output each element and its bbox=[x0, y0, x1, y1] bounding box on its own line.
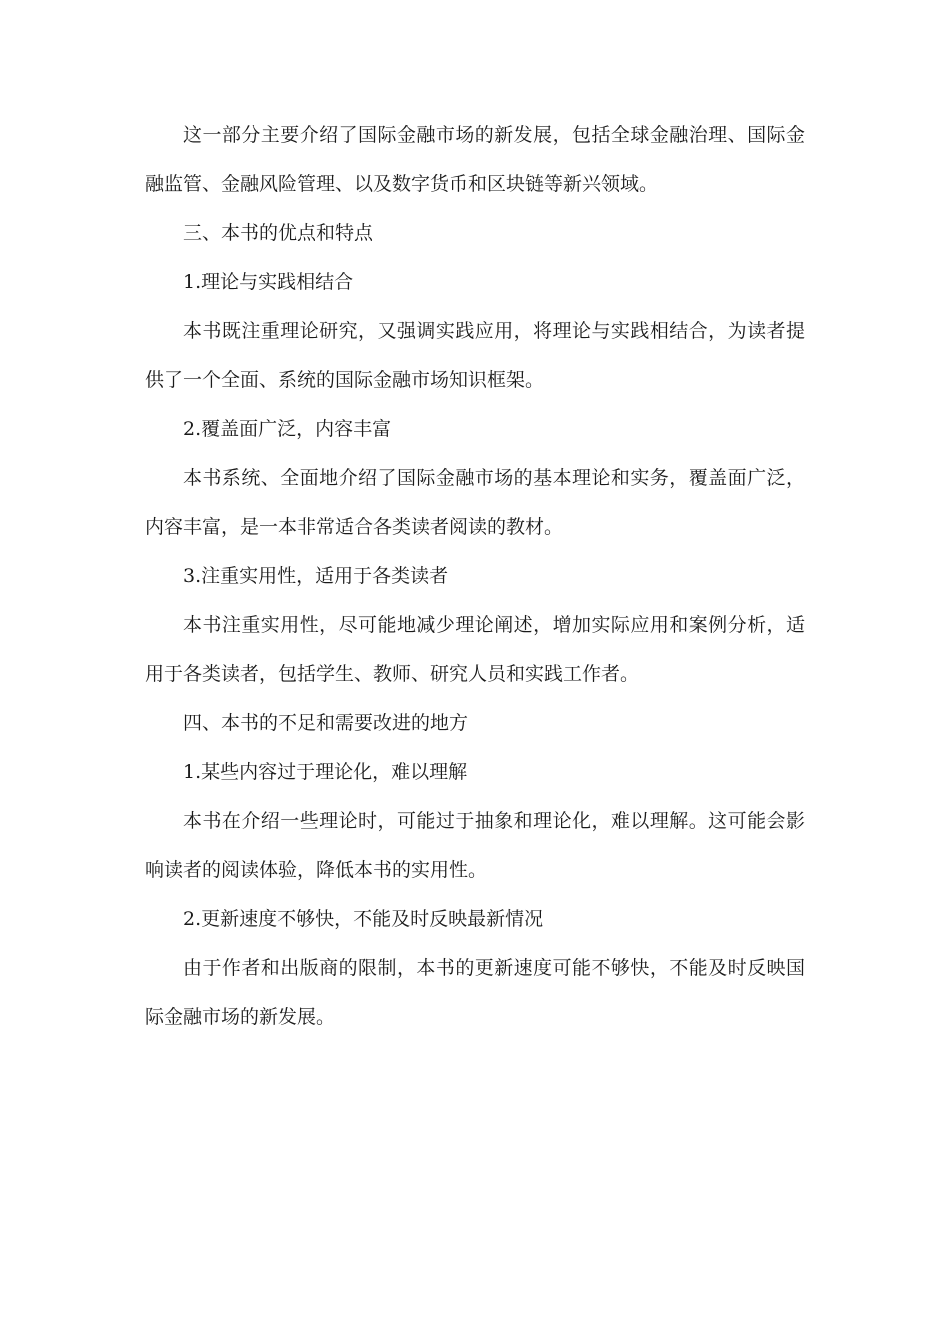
paragraph-too-theoretical: 本书在介绍一些理论时，可能过于抽象和理论化，难以理解。这可能会影响读者的阅读体验，降低本书的实用性。 bbox=[145, 810, 805, 881]
section-heading-weaknesses: 四、本书的不足和需要改进的地方 bbox=[183, 712, 469, 734]
document-body bbox=[145, 111, 805, 1042]
subheading-slow-updates: 2.更新速度不够快，不能及时反映最新情况 bbox=[183, 908, 544, 930]
subheading-too-theoretical: 1.某些内容过于理论化，难以理解 bbox=[183, 761, 468, 783]
paragraph-slow-updates: 由于作者和出版商的限制，本书的更新速度可能不够快，不能及时反映国际金融市场的新发展。 bbox=[145, 957, 805, 1028]
section-heading-strengths: 三、本书的优点和特点 bbox=[183, 222, 374, 244]
subheading-theory-practice: 1.理论与实践相结合 bbox=[183, 271, 354, 293]
paragraph-new-developments: 这一部分主要介绍了国际金融市场的新发展，包括全球金融治理、国际金融监管、金融风险管理、以及数字货币和区块链等新兴领域。 bbox=[145, 124, 805, 195]
paragraph-practicality: 本书注重实用性，尽可能地减少理论阐述，增加实际应用和案例分析，适用于各类读者，包括学生、教师、研究人员和实践工作者。 bbox=[145, 614, 805, 685]
subheading-practicality: 3.注重实用性，适用于各类读者 bbox=[183, 565, 449, 587]
subheading-broad-coverage: 2.覆盖面广泛，内容丰富 bbox=[183, 418, 392, 440]
paragraph-broad-coverage: 本书系统、全面地介绍了国际金融市场的基本理论和实务，覆盖面广泛，内容丰富，是一本非常适合各类读者阅读的教材。 bbox=[145, 467, 805, 538]
paragraph-theory-practice: 本书既注重理论研究，又强调实践应用，将理论与实践相结合，为读者提供了一个全面、系统的国际金融市场知识框架。 bbox=[145, 320, 805, 391]
